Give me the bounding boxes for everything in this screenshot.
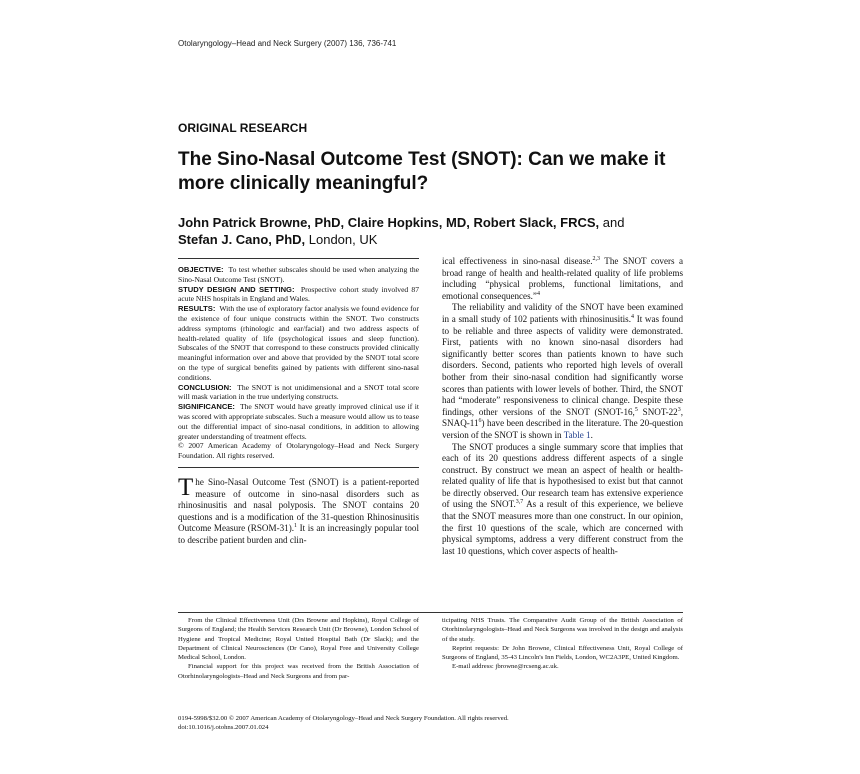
abstract-significance [178, 402, 419, 441]
intro-text-b: It is an increasingly popular tool to describe patient burden and clin- [178, 523, 419, 545]
intro-paragraph [178, 473, 419, 547]
significance-text: The SNOT would have greatly improved clinical use if it was scored with appropriate subscales. Such a measure would allow us to tease out the differential impact of sino-nasal conditions, in addition to allowing greater understanding of treatment effects. [178, 402, 420, 441]
issn-copyright: 0194-5998/$32.00 © 2007 American Academy of Otolaryngology–Head and Neck Surgery Foundation. All rights reserved. [178, 715, 509, 722]
intro-text-a: he Sino-Nasal Outcome Test (SNOT) is a patient-reported measure of outcome in sino-nasal disorders such as rhinosinusitis and nasal polyposis. The SNOT contains 20 questions and is a modification of the 31-question Rhinosinusitis Outcome Measure (RSOM-31). [178, 476, 419, 534]
footnotes-right [442, 616, 683, 672]
citation: 3 [677, 406, 681, 413]
abstract-copyright: © 2007 American Academy of Otolaryngology–Head and Neck Surgery Foundation. All rights reserved. [178, 441, 419, 461]
footnotes-left [178, 616, 419, 681]
conclusion-text: The SNOT is not unidimensional and a SNOT total score will mask variation in the true underlying constructs. [178, 382, 420, 402]
table-1-link[interactable]: Table 1 [563, 429, 591, 440]
page-footer [178, 714, 683, 733]
author-affiliation: London, UK [305, 232, 378, 247]
funding-note-continued: ticipating NHS Trusts. The Comparative Audit Group of the British Association of Otorhinolaryngologists–Head and Neck Surgeons was involved in the design and analysis of the study. [442, 617, 683, 643]
citation: 2,3 [592, 255, 601, 262]
body-paragraph-1: ical effectiveness in sino-nasal disease.$^{2,3}$ The SNOT covers a broad range of health and health-related quality of life problems including “physical problems, functional limitations, and emotional consequences.”$^4$ [442, 255, 684, 301]
drop-cap: T [178, 473, 194, 501]
significance-heading: SIGNIFICANCE: [178, 402, 235, 412]
author-names-line1: John Patrick Browne, PhD, Claire Hopkins, MD, Robert Slack, FRCS, [178, 215, 600, 230]
left-column [178, 258, 419, 547]
abstract-design [178, 285, 419, 305]
author-and: and [599, 215, 625, 230]
abstract [178, 258, 419, 461]
author-list [178, 214, 698, 248]
results-text: With the use of exploratory factor analysis we found evidence for the existence of four unique constructs within the SNOT. Two constructs address symptoms (rhinologic and ear/facial) and two address aspects of health-related quality of life (psychological issues and sleep function). Subscales of the SNOT that correspond to these constructs provided clinically meaningful information over and above that provided by the SNOT total score on the type of surgical benefits gained by patients with different sino-nasal conditions. [178, 304, 420, 382]
design-heading: STUDY DESIGN AND SETTING: [178, 284, 295, 294]
right-column [442, 256, 683, 557]
citation: 1 [294, 523, 298, 530]
abstract-divider [178, 467, 419, 468]
abstract-results [178, 304, 419, 382]
reprint-requests: Reprint requests: Dr John Browne, Clinical Effectiveness Unit, Royal College of Surgeons of England, 35-43 Lincoln's Inn Fields, London, WC2A3PE, United Kingdom. [442, 644, 683, 662]
running-head: Otolaryngology–Head and Neck Surgery (2007) 136, 736-741 [178, 39, 397, 48]
funding-note: Financial support for this project was received from the British Association of Otorhinolaryngologists–Head and Neck Surgeons and from par- [178, 663, 419, 680]
conclusion-heading: CONCLUSION: [178, 382, 232, 392]
affiliation-note: From the Clinical Effectiveness Unit (Drs Browne and Hopkins), Royal College of Surgeons of England; the Health Services Research Unit (Dr Browne), London School of Hygiene and Tropical Medicine; Royal United Hospital Bath (Dr Slack); and the Department of Clinical Neurosciences (Dr Cano), Royal Free and University College Medical School, London. [178, 617, 419, 662]
objective-heading: OBJECTIVE: [178, 265, 224, 274]
citation: 4 [631, 313, 634, 320]
author-names-line2: Stefan J. Cano, PhD, [178, 232, 306, 247]
results-heading: RESULTS: [178, 304, 216, 314]
design-text: Prospective cohort study involved 87 acute NHS hospitals in England and Wales. [178, 284, 420, 304]
body-paragraph-3: The SNOT produces a single summary score that implies that each of its 20 questions address different aspects of a single construct. By construct we mean an aspect of health or health-related quality of life that is hypothesised to exist but that cannot be directly observed. Our research team has extensive experience of using the SNOT.$^{3,7}$ As a result of this experience, we believe that the SNOT measures more than one construct. In our opinion, the first 10 questions of the scale, which are concerned with physical symptoms, address a very different construct from the last 10 questions, which cover aspects of health- [442, 441, 683, 556]
citation: 3,7 [515, 499, 524, 506]
doi: doi:10.1016/j.otohns.2007.01.024 [178, 724, 269, 732]
abstract-objective [178, 265, 419, 285]
email-address: E-mail address: jbrowne@rcseng.ac.uk. [452, 663, 559, 671]
abstract-conclusion [178, 383, 419, 403]
citation: 5 [634, 406, 638, 413]
citation: 4 [536, 290, 540, 297]
body-paragraph-2: The reliability and validity of the SNOT have been examined in a small study of 102 patients with rhinosinusitis.$^4$ It was found to be reliable and three aspects of validity were demonstrated. First, patients with no known sino-nasal disorders had significantly better scores than patients known to have such disorders. Second, patients who reported high levels of overall bother from their sino-nasal condition had significantly worse scores than patients with lower levels of bother. Third, the SNOT had “moderate” responsiveness to clinical change. Despite these findings, other versions of the SNOT (SNOT-16,$^5$ SNOT-$22^3$, SNAQ-$11^6$) have been described in the literature. The 20-question version of the SNOT is shown in Table 1. [442, 302, 683, 440]
section-label: ORIGINAL RESEARCH [178, 121, 308, 135]
article-title: The Sino-Nasal Outcome Test (SNOT): Can we make it more clinically meaningful? [178, 149, 666, 194]
footnote-divider [178, 612, 683, 613]
citation: 6 [478, 418, 482, 425]
objective-text: To test whether subscales should be used when analyzing the Sino-Nasal Outcome Test (SNOT). [178, 265, 419, 284]
